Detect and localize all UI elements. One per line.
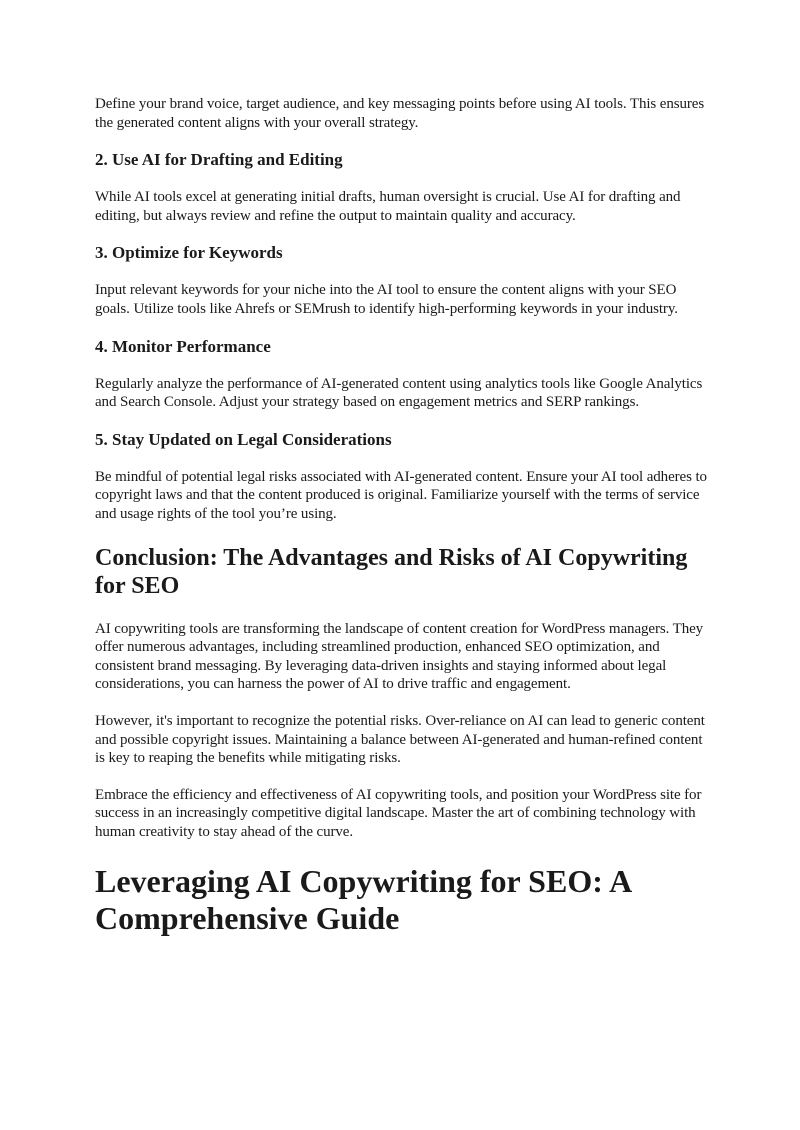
conclusion-paragraph-1: AI copywriting tools are transforming the landscape of content creation for WordPress managers. They offer numerous advantages, including streamlined production, enhanced SEO optimization, and consistent brand messaging. By leveraging data-driven insights and staying informed about legal considerations, you can harness the power of AI to drive traffic and engagement. [95, 620, 704, 693]
tip-2-heading: 2. Use AI for Drafting and Editing [95, 150, 343, 170]
tip-5-body: Be mindful of potential legal risks associated with AI-generated content. Ensure your AI tool adheres to copyright laws and that the content produced is original. Familiarize yourself with the terms of service and usage rights of the tool you’re using. [95, 468, 707, 522]
tip-3-body: Input relevant keywords for your niche into the AI tool to ensure the content aligns with your SEO goals. Utilize tools like Ahrefs or SEMrush to identify high-performing keywords in your industry. [95, 282, 678, 317]
intro-paragraph: Define your brand voice, target audience, and key messaging points before using AI tools. This ensures the generated content aligns with your overall strategy. [95, 96, 705, 131]
document-page [95, 95, 710, 937]
tip-4-heading: 4. Monitor Performance [95, 336, 271, 356]
conclusion-paragraph-2: However, it's important to recognize the potential risks. Over-reliance on AI can lead to generic content and possible copyright issues. Maintaining a balance between AI-generated and human-refined content is key to reaping the benefits while mitigating risks. [95, 712, 705, 767]
tip-5-heading: 5. Stay Updated on Legal Considerations [95, 429, 392, 449]
conclusion-heading: Conclusion: The Advantages and Risks of AI Copywriting for SEO [95, 544, 688, 599]
tip-3-heading: 3. Optimize for Keywords [95, 243, 283, 263]
tip-2-body: While AI tools excel at generating initial drafts, human oversight is crucial. Use AI for drafting and editing, but always review and refine the output to maintain quality and accuracy. [95, 189, 681, 224]
article-title: Leveraging AI Copywriting for SEO: A Comprehensive Guide [95, 863, 631, 937]
tip-4-body: Regularly analyze the performance of AI-generated content using analytics tools like Google Analytics and Search Console. Adjust your strategy based on engagement metrics and SERP rankings. [95, 375, 703, 411]
conclusion-paragraph-3: Embrace the efficiency and effectiveness of AI copywriting tools, and position your WordPress site for success in an increasingly competitive digital landscape. Master the art of combining technology with human creativity to stay ahead of the curve. [95, 786, 702, 840]
